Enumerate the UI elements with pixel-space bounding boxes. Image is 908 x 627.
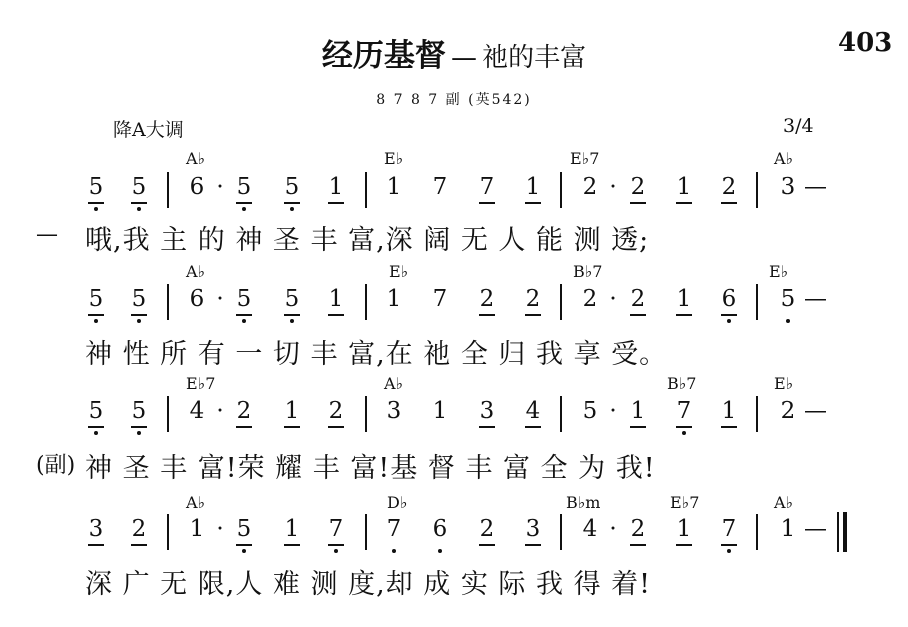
barline <box>365 396 367 432</box>
barline <box>365 514 367 550</box>
octave-dot <box>242 549 246 553</box>
note: 5 <box>284 286 300 312</box>
underline <box>721 314 737 316</box>
underline <box>721 202 737 204</box>
dash-note: — <box>804 286 827 312</box>
underline <box>88 426 104 428</box>
underline <box>525 202 541 204</box>
underline <box>88 314 104 316</box>
note: 1 <box>328 174 344 200</box>
title-separator: — <box>450 43 477 73</box>
lyrics-line-4: 深 广 无 限,人 难 测 度,却 成 实 际 我 得 着! <box>85 569 652 600</box>
note: 2 <box>328 398 344 424</box>
note: 6 <box>189 174 205 200</box>
barline <box>560 514 562 550</box>
chord: B♭7 <box>573 262 603 281</box>
underline <box>236 544 252 546</box>
underline <box>479 544 495 546</box>
octave-dot <box>334 549 338 553</box>
underline <box>236 426 252 428</box>
chord: A♭ <box>384 374 404 393</box>
note: 5 <box>88 398 104 424</box>
underline <box>88 202 104 204</box>
note: 7 <box>328 516 344 542</box>
octave-dot <box>290 207 294 211</box>
octave-dot <box>137 207 141 211</box>
note: 1 <box>780 516 796 542</box>
note: 6 <box>721 286 737 312</box>
barline <box>167 514 169 550</box>
chord: E♭7 <box>670 493 700 512</box>
note: 2 <box>721 174 737 200</box>
chord: D♭ <box>387 493 408 512</box>
octave-dot <box>786 319 790 323</box>
underline <box>328 544 344 546</box>
barline <box>560 284 562 320</box>
key-signature: 降A大调 <box>113 119 184 141</box>
note: 1 <box>525 174 541 200</box>
dot-note: · <box>216 398 224 424</box>
octave-dot <box>94 431 98 435</box>
chord: E♭ <box>389 262 409 281</box>
note: 2 <box>479 516 495 542</box>
note: 3 <box>88 516 104 542</box>
note: 1 <box>328 286 344 312</box>
underline <box>630 544 646 546</box>
octave-dot <box>94 319 98 323</box>
dot-note: · <box>216 174 224 200</box>
note: 2 <box>582 286 598 312</box>
note: 7 <box>479 174 495 200</box>
barline <box>167 284 169 320</box>
underline <box>525 426 541 428</box>
underline <box>676 202 692 204</box>
octave-dot <box>290 319 294 323</box>
octave-dot <box>94 207 98 211</box>
chord: A♭ <box>186 493 206 512</box>
meter-line: 8 7 8 7 副 (英542) <box>376 92 532 108</box>
dot-note: · <box>216 286 224 312</box>
note: 5 <box>236 286 252 312</box>
note: 2 <box>479 286 495 312</box>
underline <box>479 202 495 204</box>
octave-dot <box>137 431 141 435</box>
note: 1 <box>189 516 205 542</box>
underline <box>328 314 344 316</box>
note: 3 <box>479 398 495 424</box>
dot-note: · <box>216 516 224 542</box>
octave-dot <box>392 549 396 553</box>
note: 6 <box>432 516 448 542</box>
underline <box>284 314 300 316</box>
dot-note: · <box>609 286 617 312</box>
underline <box>131 314 147 316</box>
note: 5 <box>131 398 147 424</box>
note: 5 <box>236 174 252 200</box>
octave-dot <box>682 431 686 435</box>
underline <box>721 544 737 546</box>
note: 5 <box>88 174 104 200</box>
underline <box>284 544 300 546</box>
note: 3 <box>525 516 541 542</box>
underline <box>479 426 495 428</box>
title-sub: 祂的丰富 <box>482 43 587 73</box>
underline <box>525 314 541 316</box>
underline <box>676 314 692 316</box>
lyrics-line-1: 哦,我 主 的 神 圣 丰 富,深 阔 无 人 能 测 透; <box>85 225 650 256</box>
note: 4 <box>582 516 598 542</box>
barline <box>167 172 169 208</box>
note: 1 <box>432 398 448 424</box>
chord: A♭ <box>774 149 794 168</box>
underline <box>236 202 252 204</box>
barline <box>560 396 562 432</box>
note: 3 <box>780 174 796 200</box>
octave-dot <box>242 319 246 323</box>
note: 1 <box>386 286 402 312</box>
note: 2 <box>236 398 252 424</box>
note: 7 <box>386 516 402 542</box>
octave-dot <box>727 319 731 323</box>
note: 1 <box>386 174 402 200</box>
barline <box>756 514 758 550</box>
note: 2 <box>582 174 598 200</box>
note: 7 <box>432 174 448 200</box>
note: 5 <box>236 516 252 542</box>
note: 2 <box>630 286 646 312</box>
note: 2 <box>131 516 147 542</box>
underline <box>88 544 104 546</box>
chord: E♭ <box>769 262 789 281</box>
note: 3 <box>386 398 402 424</box>
chord: B♭m <box>566 493 601 512</box>
chord: A♭ <box>186 262 206 281</box>
note: 1 <box>284 516 300 542</box>
note: 1 <box>676 174 692 200</box>
underline <box>284 426 300 428</box>
refrain-label: (副) <box>36 453 76 478</box>
note: 7 <box>432 286 448 312</box>
underline <box>131 544 147 546</box>
barline <box>756 172 758 208</box>
note: 4 <box>525 398 541 424</box>
note: 2 <box>630 516 646 542</box>
chord: A♭ <box>186 149 206 168</box>
note: 5 <box>131 174 147 200</box>
underline <box>284 202 300 204</box>
note: 1 <box>721 398 737 424</box>
note: 7 <box>676 398 692 424</box>
underline <box>525 544 541 546</box>
barline <box>167 396 169 432</box>
hymn-number: 403 <box>838 28 893 58</box>
chord: E♭ <box>384 149 404 168</box>
barline <box>756 284 758 320</box>
barline <box>365 284 367 320</box>
note: 1 <box>284 398 300 424</box>
octave-dot <box>438 549 442 553</box>
final-barline-thin <box>837 512 839 552</box>
underline <box>328 426 344 428</box>
underline <box>131 426 147 428</box>
final-barline-thick <box>843 512 847 552</box>
dot-note: · <box>609 174 617 200</box>
title-main: 经历基督 <box>321 38 446 74</box>
note: 2 <box>780 398 796 424</box>
note: 4 <box>189 398 205 424</box>
barline <box>365 172 367 208</box>
chord: E♭7 <box>570 149 600 168</box>
note: 1 <box>630 398 646 424</box>
underline <box>131 202 147 204</box>
underline <box>676 544 692 546</box>
note: 2 <box>630 174 646 200</box>
chord: E♭7 <box>186 374 216 393</box>
chord: B♭7 <box>667 374 697 393</box>
lyrics-line-2: 神 性 所 有 一 切 丰 富,在 祂 全 归 我 享 受。 <box>85 339 668 370</box>
dot-note: · <box>609 516 617 542</box>
underline <box>328 202 344 204</box>
dash-note: — <box>804 174 827 200</box>
note: 1 <box>676 286 692 312</box>
dot-note: · <box>609 398 617 424</box>
underline <box>479 314 495 316</box>
dash-note: — <box>804 398 827 424</box>
barline <box>560 172 562 208</box>
note: 5 <box>284 174 300 200</box>
underline <box>630 314 646 316</box>
note: 5 <box>131 286 147 312</box>
note: 5 <box>780 286 796 312</box>
note: 5 <box>88 286 104 312</box>
pickup-dash: — <box>36 222 58 247</box>
note: 6 <box>189 286 205 312</box>
lyrics-line-3: 神 圣 丰 富!荣 耀 丰 富!基 督 丰 富 全 为 我! <box>85 453 656 484</box>
underline <box>676 426 692 428</box>
underline <box>721 426 737 428</box>
underline <box>236 314 252 316</box>
octave-dot <box>137 319 141 323</box>
octave-dot <box>727 549 731 553</box>
chord: E♭ <box>774 374 794 393</box>
note: 7 <box>721 516 737 542</box>
underline <box>630 202 646 204</box>
octave-dot <box>242 207 246 211</box>
barline <box>756 396 758 432</box>
note: 5 <box>582 398 598 424</box>
chord: A♭ <box>774 493 794 512</box>
underline <box>630 426 646 428</box>
note: 2 <box>525 286 541 312</box>
hymn-title <box>0 30 908 75</box>
note: 1 <box>676 516 692 542</box>
time-signature: 3/4 <box>783 115 814 137</box>
dash-note: — <box>804 516 827 542</box>
